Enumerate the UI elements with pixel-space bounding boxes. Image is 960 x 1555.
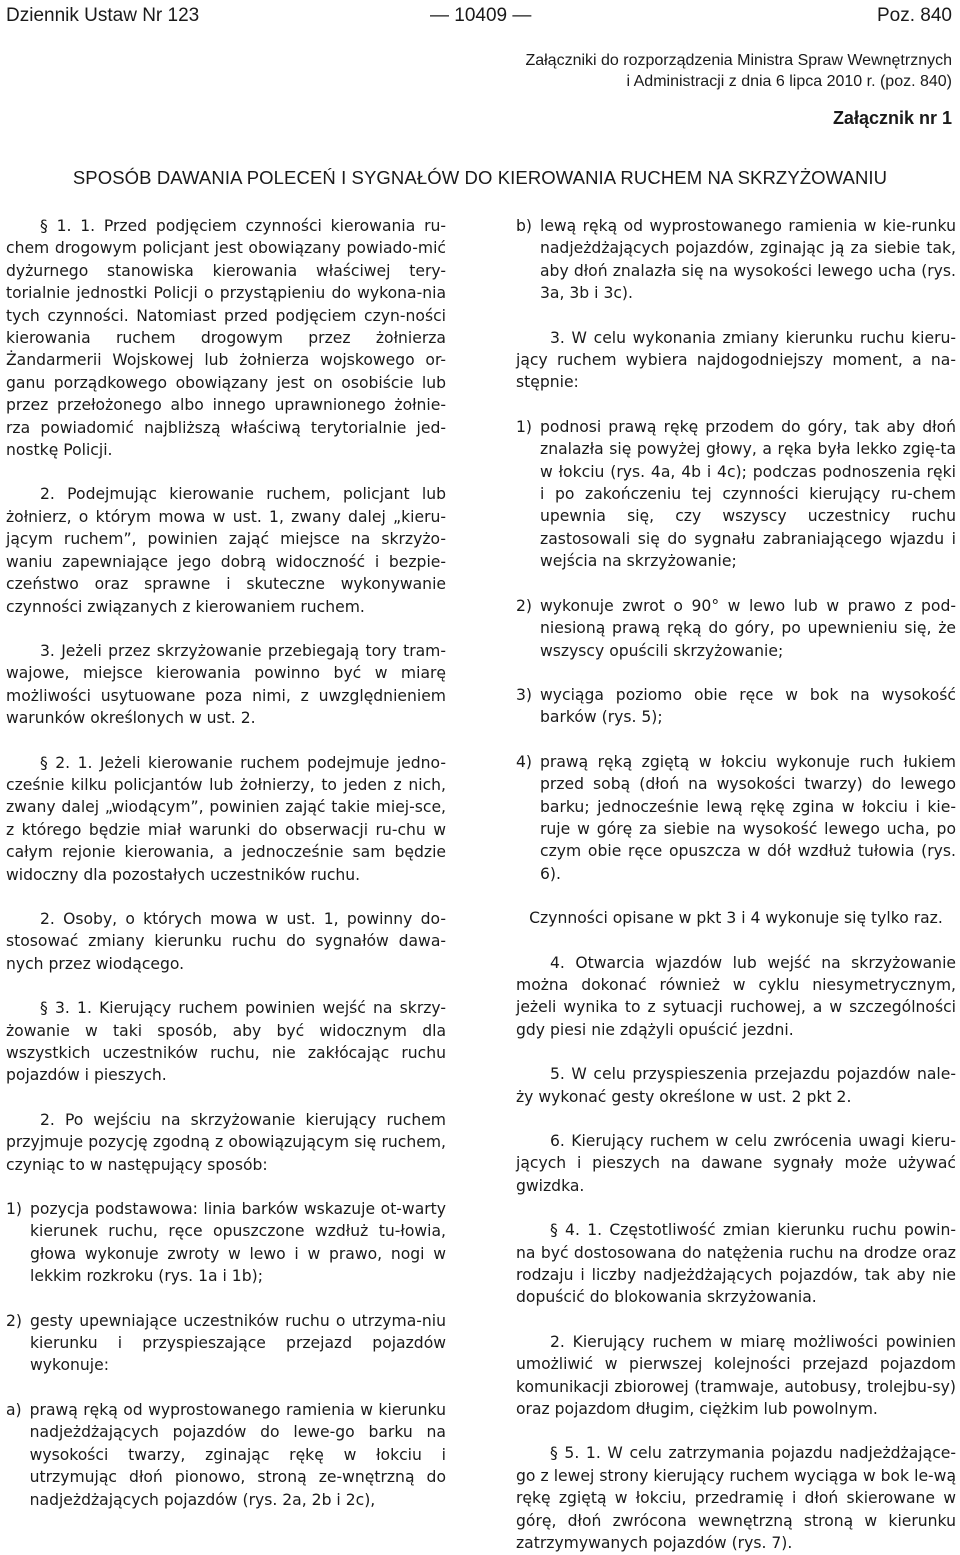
paragraph-note: Czynności opisane w pkt 3 i 4 wykonuje się tylko raz. xyxy=(529,909,943,928)
paragraph-s2-2: 2. Osoby, o których mowa w ust. 1, powinny do-stosować zmiany kierunku ruchu do sygnałów dawa-nych przez wiodącego. xyxy=(6,909,446,973)
list-item-number: 2) xyxy=(6,1311,23,1330)
list-item-text: wykonuje zwrot o 90° w lewo lub w prawo z pod-niesioną prawą ręką do góry, po upewnieniu się, że wszyscy opuścili skrzyżowanie; xyxy=(540,596,956,660)
paragraph-s3-5: 5. W celu przyspieszenia przejazdu pojazdów nale-ży wykonać gesty określone w ust. 2 pkt 2. xyxy=(516,1065,956,1106)
list-item-r3 xyxy=(516,684,956,729)
list-item-number: 1) xyxy=(6,1200,23,1219)
list-subitem-a xyxy=(6,1399,446,1511)
paragraph-s3-1: § 3. 1. Kierujący ruchem powinien wejść na skrzy-żowanie w taki sposób, aby być widocznym dla wszystkich uczestników ruchu, nie zakłócając ruchu pojazdów i pieszych. xyxy=(6,999,446,1085)
journal-title: Dziennik Ustaw Nr 123 xyxy=(6,5,200,26)
list-item-text: wyciąga poziomo obie ręce w bok na wysokość barków (rys. 5); xyxy=(540,685,956,727)
list-item-number: 2) xyxy=(516,596,533,615)
list-item-r4 xyxy=(516,751,956,885)
list-item-text: gesty upewniające uczestników ruchu o utrzyma-niu kierunku i przyspieszające przejazd pojazdów wykonuje: xyxy=(30,1311,446,1375)
paragraph-s3-4: 4. Otwarcia wjazdów lub wejść na skrzyżowanie można dokonać również w cyklu niesymetrycznym, jeżeli wynika to z sytuacji ruchowej, a w szczególności gdy piesi nie zdążyli opuścić jezdni. xyxy=(516,953,956,1039)
list-item-1 xyxy=(6,1198,446,1288)
paragraph-s1-1: § 1. 1. Przed podjęciem czynności kierowania ru-chem drogowym policjant jest obowiązany powiado-mić dyżurnego stanowiska kierowania właściwej tery-torialnie jednostki Policji o przystąpieniu do wykona-nia tych czynności. Natomiast przed podjęciem czyn-ności kierowania ruchem drogowym przez żołnierza Żandarmerii Wojskowej lub żołnierza wojskowego or-ganu porządkowego obowiązany jest on osobiście lub przez przełożonego albo innego uprawnionego żołnie-rza powiadomić najbliższą właściwą terytorialnie jed-nostkę Policji. xyxy=(6,217,446,460)
paragraph-s1-3: 3. Jeżeli przez skrzyżowanie przebiegają tory tram-wajowe, miejsce kierowania powinno być w miarę możliwości usytuowane poza nimi, z uwzględnieniem warunków określonych w ust. 2. xyxy=(6,641,446,728)
list-item-r2 xyxy=(516,595,956,662)
list-item-text: prawą ręką zgiętą w łokciu wykonuje ruch łukiem przed sobą (dłoń na wysokości twarzy) do lewego barku; jednocześnie lewą rękę zgina w łokciu i kie-ruje w górę za siebie na wysokość lewego ucha, po czym obie ręce opuszcza w dół wzdłuż tułowia (rys. 6). xyxy=(540,752,956,883)
paragraph-s4-2: 2. Kierujący ruchem w miarę możliwości powinien umożliwić w pierwszej kolejności przejazd pojazdom komunikacji zbiorowej (tramwaje, autobusy, trolejbu-sy) oraz pojazdom długim, ciężkim lub powolnym. xyxy=(516,1332,956,1419)
list-item-text: podnosi prawą rękę przodem do góry, tak aby dłoń znalazła się powyżej głowy, a ręka była lekko zgię-ta w łokciu (rys. 4a, 4b i 4c); podczas podnoszenia ręki i po zakończeniu tej czynności kierujący ru-chem upewnia się, czy wszyscy uczestnicy ruchu zastosowali się do sygnału zabraniającego wjazdu i wejścia na skrzyżowanie; xyxy=(540,417,956,571)
list-item-number: b) xyxy=(516,217,532,235)
position-number: Poz. 840 xyxy=(877,5,952,26)
page-number: — 10409 — xyxy=(430,5,532,26)
annex-label: Załącznik nr 1 xyxy=(832,108,952,128)
paragraph-s3-2: 2. Po wejściu na skrzyżowanie kierujący ruchem przyjmuje pozycję zgodną z obowiązującym się ruchem, czyniąc to w następujący sposób: xyxy=(6,1110,446,1174)
list-item-2 xyxy=(6,1310,446,1377)
paragraph-s5-1: § 5. 1. W celu zatrzymania pojazdu nadjeżdżające-go z lewej strony kierujący ruchem wyciąga w bok le-wą rękę zgiętą w łokciu, przedramię i dłoń skierowane w górę, dłoń zwrócona wewnętrzną stroną w kierunku zatrzymywanych pojazdów (rys. 7). xyxy=(516,1444,956,1553)
document-title: SPOSÓB DAWANIA POLECEŃ I SYGNAŁÓW DO KIEROWANIA RUCHEM NA SKRZYŻOWANIU xyxy=(72,167,888,188)
paragraph-s2-1: § 2. 1. Jeżeli kierowanie ruchem podejmuje jedno-cześnie kilku policjantów lub żołnierzy, to jeden z nich, zwany dalej „wiodącym”, powinien zająć takie miej-sce, z którego będzie miał warunki do obserwacji ru-chu w całym rejonie kierowania, a jednocześnie sam będzie widoczny dla pozostałych uczestników ruchu. xyxy=(6,753,446,884)
list-item-text: prawą ręką od wyprostowanego ramienia w kierunku nadjeżdżających pojazdów do lewe-go barku na wysokości twarzy, zginając rękę w łokciu i utrzymując dłoń pionowo, stroną ze-wnętrzną do nadjeżdżających pojazdów (rys. 2a, 2b i 2c), xyxy=(29,1400,446,1509)
list-item-number: 4) xyxy=(516,752,533,771)
list-item-text: lewą ręką od wyprostowanego ramienia w kie-runku nadjeżdżających pojazdów, zginając ją za siebie tak, aby dłoń znalazła się na wysokości lewego ucha (rys. 3a, 3b i 3c). xyxy=(539,217,956,303)
paragraph-s3-3: 3. W celu wykonania zmiany kierunku ruchu kieru-jący ruchem wybiera najdogodniejszy moment, a na-stępnie: xyxy=(516,328,956,392)
list-subitem-b xyxy=(516,215,956,305)
annex-note xyxy=(525,50,952,92)
list-item-number: a) xyxy=(6,1400,22,1419)
annex-note-line-2: i Administracji z dnia 6 lipca 2010 r. (poz. 840) xyxy=(626,73,952,90)
paragraph-s3-6: 6. Kierujący ruchem w celu zwrócenia uwagi kieru-jących i pieszych na dawane sygnały może używać gwizdka. xyxy=(516,1132,956,1195)
right-column xyxy=(516,215,956,1555)
paragraph-s1-2: 2. Podejmując kierowanie ruchem, policjant lub żołnierz, o którym mowa w ust. 1, zwany dalej „kieru-jącym ruchem”, powinien zająć miejsce na skrzyżo-waniu zapewniające jego dobrą widoczność i bezpie-czeństwo oraz sprawne i skuteczne wykonywanie czynności związanych z kierowaniem ruchem. xyxy=(6,485,446,616)
left-column xyxy=(6,215,446,1511)
list-item-number: 3) xyxy=(516,685,533,704)
list-item-number: 1) xyxy=(516,417,533,436)
annex-note-line-1: Załączniki do rozporządzenia Ministra Spraw Wewnętrznych xyxy=(525,52,952,69)
list-item-r1 xyxy=(516,416,956,573)
list-item-text: pozycja podstawowa: linia barków wskazuje ot-warty kierunek ruchu, ręce opuszczone wzdłuż tu-łowia, głowa wykonuje zwroty w lewo i w prawo, nogi w lekkim rozkroku (rys. 1a i 1b); xyxy=(30,1200,446,1286)
paragraph-s4-1: § 4. 1. Częstotliwość zmian kierunku ruchu powin-na być dostosowana do natężenia ruchu na drodze oraz rodzaju i liczby nadjeżdżających pojazdów, tak aby nie dopuścić do blokowania skrzyżowania. xyxy=(516,1221,956,1307)
